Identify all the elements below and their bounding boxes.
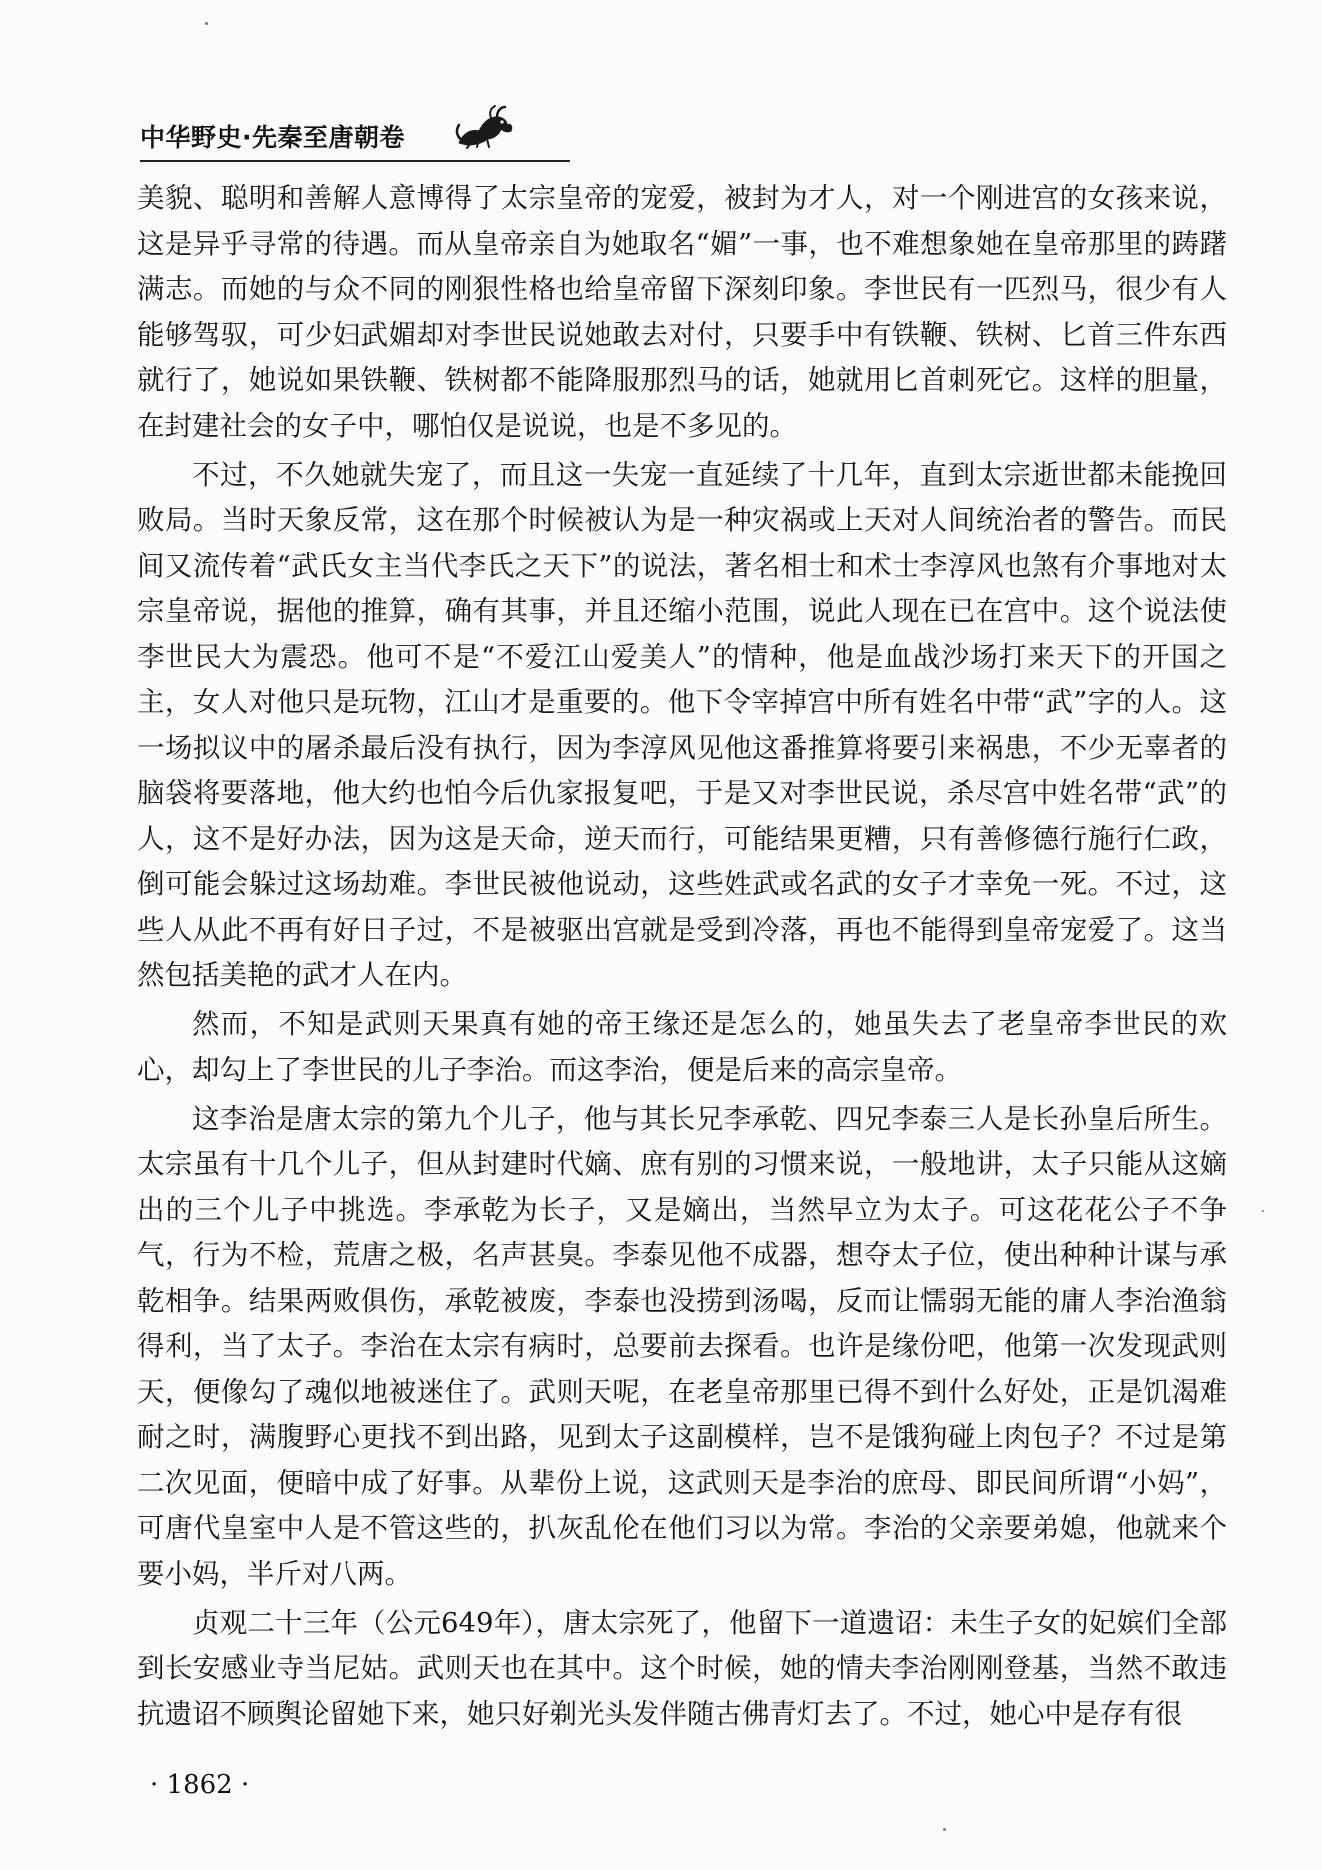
scan-speck bbox=[1262, 1210, 1264, 1212]
paragraph-1: 美貌、聪明和善解人意博得了太宗皇帝的宠爱，被封为才人，对一个刚进宫的女孩来说，这是异乎寻常的待遇。而从皇帝亲自为她取名“媚”一事，也不难想象她在皇帝那里的踌躇满志。而她的与众不同的刚狠性格也给皇帝留下深刻印象。李世民有一匹烈马，很少有人能够驾驭，可少妇武媚却对李世民说她敢去对付，只要手中有铁鞭、铁树、匕首三件东西就行了，她说如果铁鞭、铁树都不能降服那烈马的话，她就用匕首刺死它。这样的胆量，在封建社会的女子中，哪怕仅是说说，也是不多见的。 bbox=[137, 182, 1227, 442]
book-title: 中华野史·先秦至唐朝卷 bbox=[140, 123, 405, 152]
paragraph-5: 贞观二十三年（公元649年），唐太宗死了，他留下一道遗诏：未生子女的妃嫔们全部到长安感业寺当尼姑。武则天也在其中。这个时候，她的情夫李治刚刚登基，当然不敢违抗遗诏不顾舆论留她下来，她只好剃光头发伴随古佛青灯去了。不过，她心中是存有很 bbox=[137, 1606, 1227, 1730]
header-rule bbox=[140, 160, 570, 162]
paragraph-2: 不过，不久她就失宠了，而且这一失宠一直延续了十几年，直到太宗逝世都未能挽回败局。当时天象反常，这在那个时候被认为是一种灾祸或上天对人间统治者的警告。而民间又流传着“武氏女主当代李氏之天下”的说法，著名相士和术士李淳风也煞有介事地对太宗皇帝说，据他的推算，确有其事，并且还缩小范围，说此人现在已在宫中。这个说法使李世民大为震恐。他可不是“不爱江山爱美人”的情种，他是血战沙场打来天下的开国之主，女人对他只是玩物，江山才是重要的。他下令宰掉宫中所有姓名中带“武”字的人。这一场拟议中的屠杀最后没有执行，因为李淳风见他这番推算将要引来祸患，不少无辜者的脑袋将要落地，他大约也怕今后仇家报复吧，于是又对李世民说，杀尽宫中姓名带“武”的人，这不是好办法，因为这是天命，逆天而行，可能结果更糟，只有善修德行施行仁政，倒可能会躲过这场劫难。李世民被他说动，这些姓武或名武的女子才幸免一死。不过，这些人从此不再有好日子过，不是被驱出宫就是受到冷落，再也不能得到皇帝宠爱了。这当然包括美艳的武才人在内。 bbox=[137, 458, 1227, 991]
page-number: · 1862 · bbox=[150, 1770, 250, 1800]
paragraph-3: 然而，不知是武则天果真有她的帝王缘还是怎么的，她虽失去了老皇帝李世民的欢心，却勾上了李世民的儿子李治。而这李治，便是后来的高宗皇帝。 bbox=[137, 1008, 1227, 1086]
body-text bbox=[137, 176, 1227, 1741]
dragon-emblem-icon bbox=[453, 103, 515, 153]
scan-speck bbox=[943, 1828, 946, 1831]
running-head bbox=[140, 118, 515, 154]
paragraph-4: 这李治是唐太宗的第九个儿子，他与其长兄李承乾、四兄李泰三人是长孙皇后所生。太宗虽有十几个儿子，但从封建时代嫡、庶有别的习惯来说，一般地讲，太子只能从这嫡出的三个儿子中挑选。李承乾为长子，又是嫡出，当然早立为太子。可这花花公子不争气，行为不检，荒唐之极，名声甚臭。李泰见他不成器，想夺太子位，使出种种计谋与承乾相争。结果两败俱伤，承乾被废，李泰也没捞到汤喝，反而让懦弱无能的庸人李治渔翁得利，当了太子。李治在太宗有病时，总要前去探看。也许是缘份吧，他第一次发现武则天，便像勾了魂似地被迷住了。武则天呢，在老皇帝那里已得不到什么好处，正是饥渴难耐之时，满腹野心更找不到出路，见到太子这副模样，岂不是饿狗碰上肉包子？不过是第二次见面，便暗中成了好事。从辈份上说，这武则天是李治的庶母、即民间所谓“小妈”，可唐代皇室中人是不管这些的，扒灰乱伦在他们习以为常。李治的父亲要弟媳，他就来个要小妈，半斤对八两。 bbox=[137, 1102, 1227, 1590]
scan-speck bbox=[205, 22, 208, 25]
